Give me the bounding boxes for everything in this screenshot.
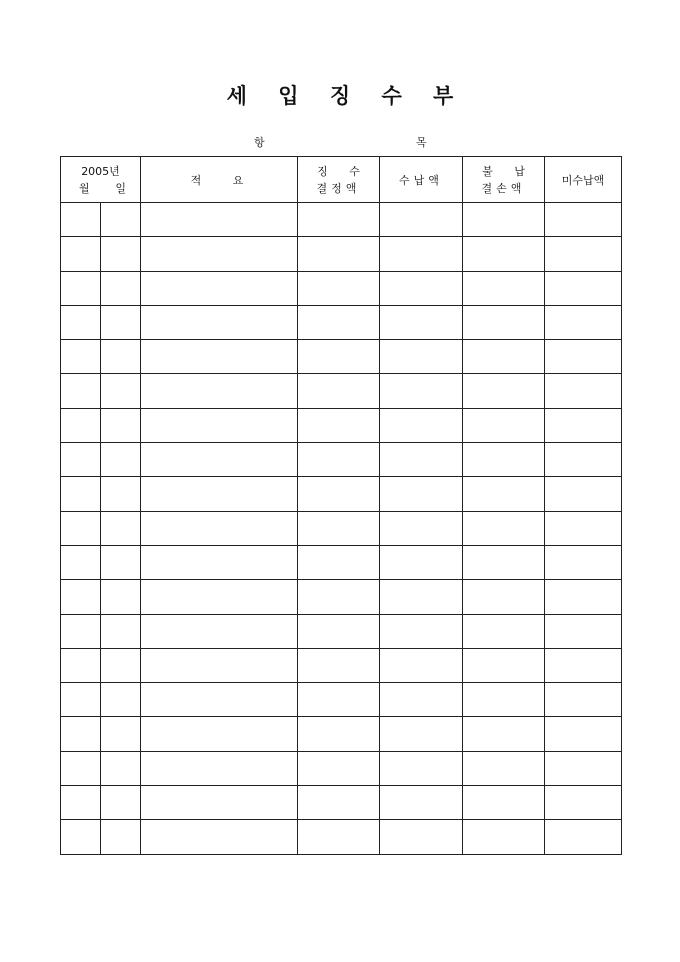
desc-cell xyxy=(141,683,298,717)
unpaid-cell xyxy=(545,408,622,442)
table-row xyxy=(61,443,622,477)
day-cell xyxy=(101,683,141,717)
date-header xyxy=(61,157,141,203)
decided-cell xyxy=(298,477,380,511)
unpaid-cell xyxy=(545,751,622,785)
unpaid-cell xyxy=(545,614,622,648)
decided-cell xyxy=(298,648,380,682)
loss-cell xyxy=(463,374,545,408)
day-cell xyxy=(101,271,141,305)
received-cell xyxy=(380,511,463,545)
day-cell xyxy=(101,203,141,237)
decided-cell xyxy=(298,580,380,614)
loss-cell xyxy=(463,580,545,614)
unpaid-cell xyxy=(545,271,622,305)
received-cell xyxy=(380,545,463,579)
month-cell xyxy=(61,614,101,648)
month-cell xyxy=(61,237,101,271)
ledger-body xyxy=(61,203,622,855)
decided-cell xyxy=(298,237,380,271)
table-row xyxy=(61,237,622,271)
day-cell xyxy=(101,408,141,442)
received-cell xyxy=(380,203,463,237)
desc-cell xyxy=(141,477,298,511)
received-cell xyxy=(380,237,463,271)
day-cell xyxy=(101,580,141,614)
table-row xyxy=(61,580,622,614)
table-row xyxy=(61,477,622,511)
month-cell xyxy=(61,683,101,717)
desc-cell xyxy=(141,820,298,854)
loss-cell xyxy=(463,751,545,785)
desc-cell xyxy=(141,545,298,579)
received-cell xyxy=(380,683,463,717)
year-label: 2005년 xyxy=(81,164,120,178)
unpaid-cell xyxy=(545,786,622,820)
desc-cell xyxy=(141,237,298,271)
day-cell xyxy=(101,820,141,854)
unpaid-cell xyxy=(545,374,622,408)
received-header: 수납액 xyxy=(380,157,463,203)
desc-cell xyxy=(141,443,298,477)
unpaid-cell xyxy=(545,820,622,854)
day-label: 일 xyxy=(115,181,126,195)
received-cell xyxy=(380,443,463,477)
desc-cell xyxy=(141,511,298,545)
decided-cell xyxy=(298,511,380,545)
month-cell xyxy=(61,443,101,477)
decided-cell xyxy=(298,614,380,648)
loss-cell xyxy=(463,237,545,271)
table-row xyxy=(61,717,622,751)
received-cell xyxy=(380,717,463,751)
decided-cell xyxy=(298,443,380,477)
table-row xyxy=(61,648,622,682)
received-cell xyxy=(380,477,463,511)
unpaid-cell xyxy=(545,203,622,237)
month-cell xyxy=(61,545,101,579)
month-cell xyxy=(61,751,101,785)
page-title: 세 입 징 수 부 xyxy=(226,83,466,108)
month-cell xyxy=(61,408,101,442)
desc-cell xyxy=(141,580,298,614)
month-cell xyxy=(61,786,101,820)
loss-cell xyxy=(463,786,545,820)
day-cell xyxy=(101,305,141,339)
unpaid-cell xyxy=(545,545,622,579)
decided-cell xyxy=(298,408,380,442)
day-cell xyxy=(101,614,141,648)
loss-cell xyxy=(463,443,545,477)
day-cell xyxy=(101,443,141,477)
received-cell xyxy=(380,408,463,442)
decided-cell xyxy=(298,340,380,374)
day-cell xyxy=(101,340,141,374)
table-row xyxy=(61,786,622,820)
month-cell xyxy=(61,580,101,614)
received-cell xyxy=(380,648,463,682)
item-label-mok: 목 xyxy=(416,136,427,149)
table-row xyxy=(61,511,622,545)
unpaid-cell xyxy=(545,511,622,545)
loss-header xyxy=(463,157,545,203)
received-cell xyxy=(380,614,463,648)
received-cell xyxy=(380,580,463,614)
month-cell xyxy=(61,305,101,339)
loss-line2: 결손액 xyxy=(481,181,526,195)
loss-cell xyxy=(463,305,545,339)
decided-cell xyxy=(298,271,380,305)
received-cell xyxy=(380,820,463,854)
loss-cell xyxy=(463,820,545,854)
decided-cell xyxy=(298,545,380,579)
day-cell xyxy=(101,751,141,785)
loss-cell xyxy=(463,340,545,374)
unpaid-cell xyxy=(545,477,622,511)
decided-header xyxy=(298,157,380,203)
decided-cell xyxy=(298,717,380,751)
ledger-table xyxy=(60,156,622,855)
month-cell xyxy=(61,203,101,237)
month-cell xyxy=(61,511,101,545)
month-cell xyxy=(61,374,101,408)
desc-cell xyxy=(141,408,298,442)
table-row xyxy=(61,751,622,785)
unpaid-cell xyxy=(545,717,622,751)
loss-cell xyxy=(463,614,545,648)
desc-cell xyxy=(141,203,298,237)
table-row xyxy=(61,340,622,374)
day-cell xyxy=(101,374,141,408)
month-cell xyxy=(61,820,101,854)
desc-cell xyxy=(141,614,298,648)
unpaid-cell xyxy=(545,443,622,477)
unpaid-cell xyxy=(545,237,622,271)
unpaid-cell xyxy=(545,648,622,682)
decided-cell xyxy=(298,305,380,339)
day-cell xyxy=(101,545,141,579)
received-cell xyxy=(380,374,463,408)
received-cell xyxy=(380,271,463,305)
decided-line2: 결정액 xyxy=(316,181,361,195)
loss-cell xyxy=(463,271,545,305)
received-cell xyxy=(380,305,463,339)
decided-cell xyxy=(298,374,380,408)
loss-cell xyxy=(463,545,545,579)
desc-cell xyxy=(141,340,298,374)
desc-cell xyxy=(141,648,298,682)
month-cell xyxy=(61,648,101,682)
day-cell xyxy=(101,237,141,271)
day-cell xyxy=(101,786,141,820)
loss-cell xyxy=(463,648,545,682)
month-label: 월 xyxy=(79,181,90,195)
loss-cell xyxy=(463,203,545,237)
table-row xyxy=(61,820,622,854)
header-row xyxy=(61,157,622,203)
decided-line1: 징 수 xyxy=(317,164,360,178)
decided-cell xyxy=(298,820,380,854)
decided-cell xyxy=(298,683,380,717)
month-cell xyxy=(61,717,101,751)
table-row xyxy=(61,305,622,339)
desc-cell xyxy=(141,717,298,751)
table-row xyxy=(61,203,622,237)
month-cell xyxy=(61,340,101,374)
loss-cell xyxy=(463,511,545,545)
day-cell xyxy=(101,511,141,545)
unpaid-cell xyxy=(545,305,622,339)
received-cell xyxy=(380,340,463,374)
month-cell xyxy=(61,477,101,511)
desc-cell xyxy=(141,786,298,820)
unpaid-cell xyxy=(545,580,622,614)
decided-cell xyxy=(298,203,380,237)
loss-cell xyxy=(463,408,545,442)
day-cell xyxy=(101,477,141,511)
day-cell xyxy=(101,717,141,751)
loss-cell xyxy=(463,717,545,751)
loss-cell xyxy=(463,683,545,717)
table-row xyxy=(61,271,622,305)
unpaid-cell xyxy=(545,340,622,374)
decided-cell xyxy=(298,751,380,785)
decided-cell xyxy=(298,786,380,820)
item-label-hang: 항 xyxy=(254,136,265,149)
loss-line1: 불 납 xyxy=(482,164,525,178)
received-cell xyxy=(380,786,463,820)
table-row xyxy=(61,683,622,717)
desc-cell xyxy=(141,305,298,339)
table-row xyxy=(61,614,622,648)
desc-cell xyxy=(141,374,298,408)
unpaid-header: 미수납액 xyxy=(545,157,622,203)
table-row xyxy=(61,374,622,408)
table-row xyxy=(61,545,622,579)
desc-cell xyxy=(141,271,298,305)
month-cell xyxy=(61,271,101,305)
loss-cell xyxy=(463,477,545,511)
received-cell xyxy=(380,751,463,785)
unpaid-cell xyxy=(545,683,622,717)
table-row xyxy=(61,408,622,442)
desc-header: 적 요 xyxy=(141,157,298,203)
day-cell xyxy=(101,648,141,682)
desc-cell xyxy=(141,751,298,785)
